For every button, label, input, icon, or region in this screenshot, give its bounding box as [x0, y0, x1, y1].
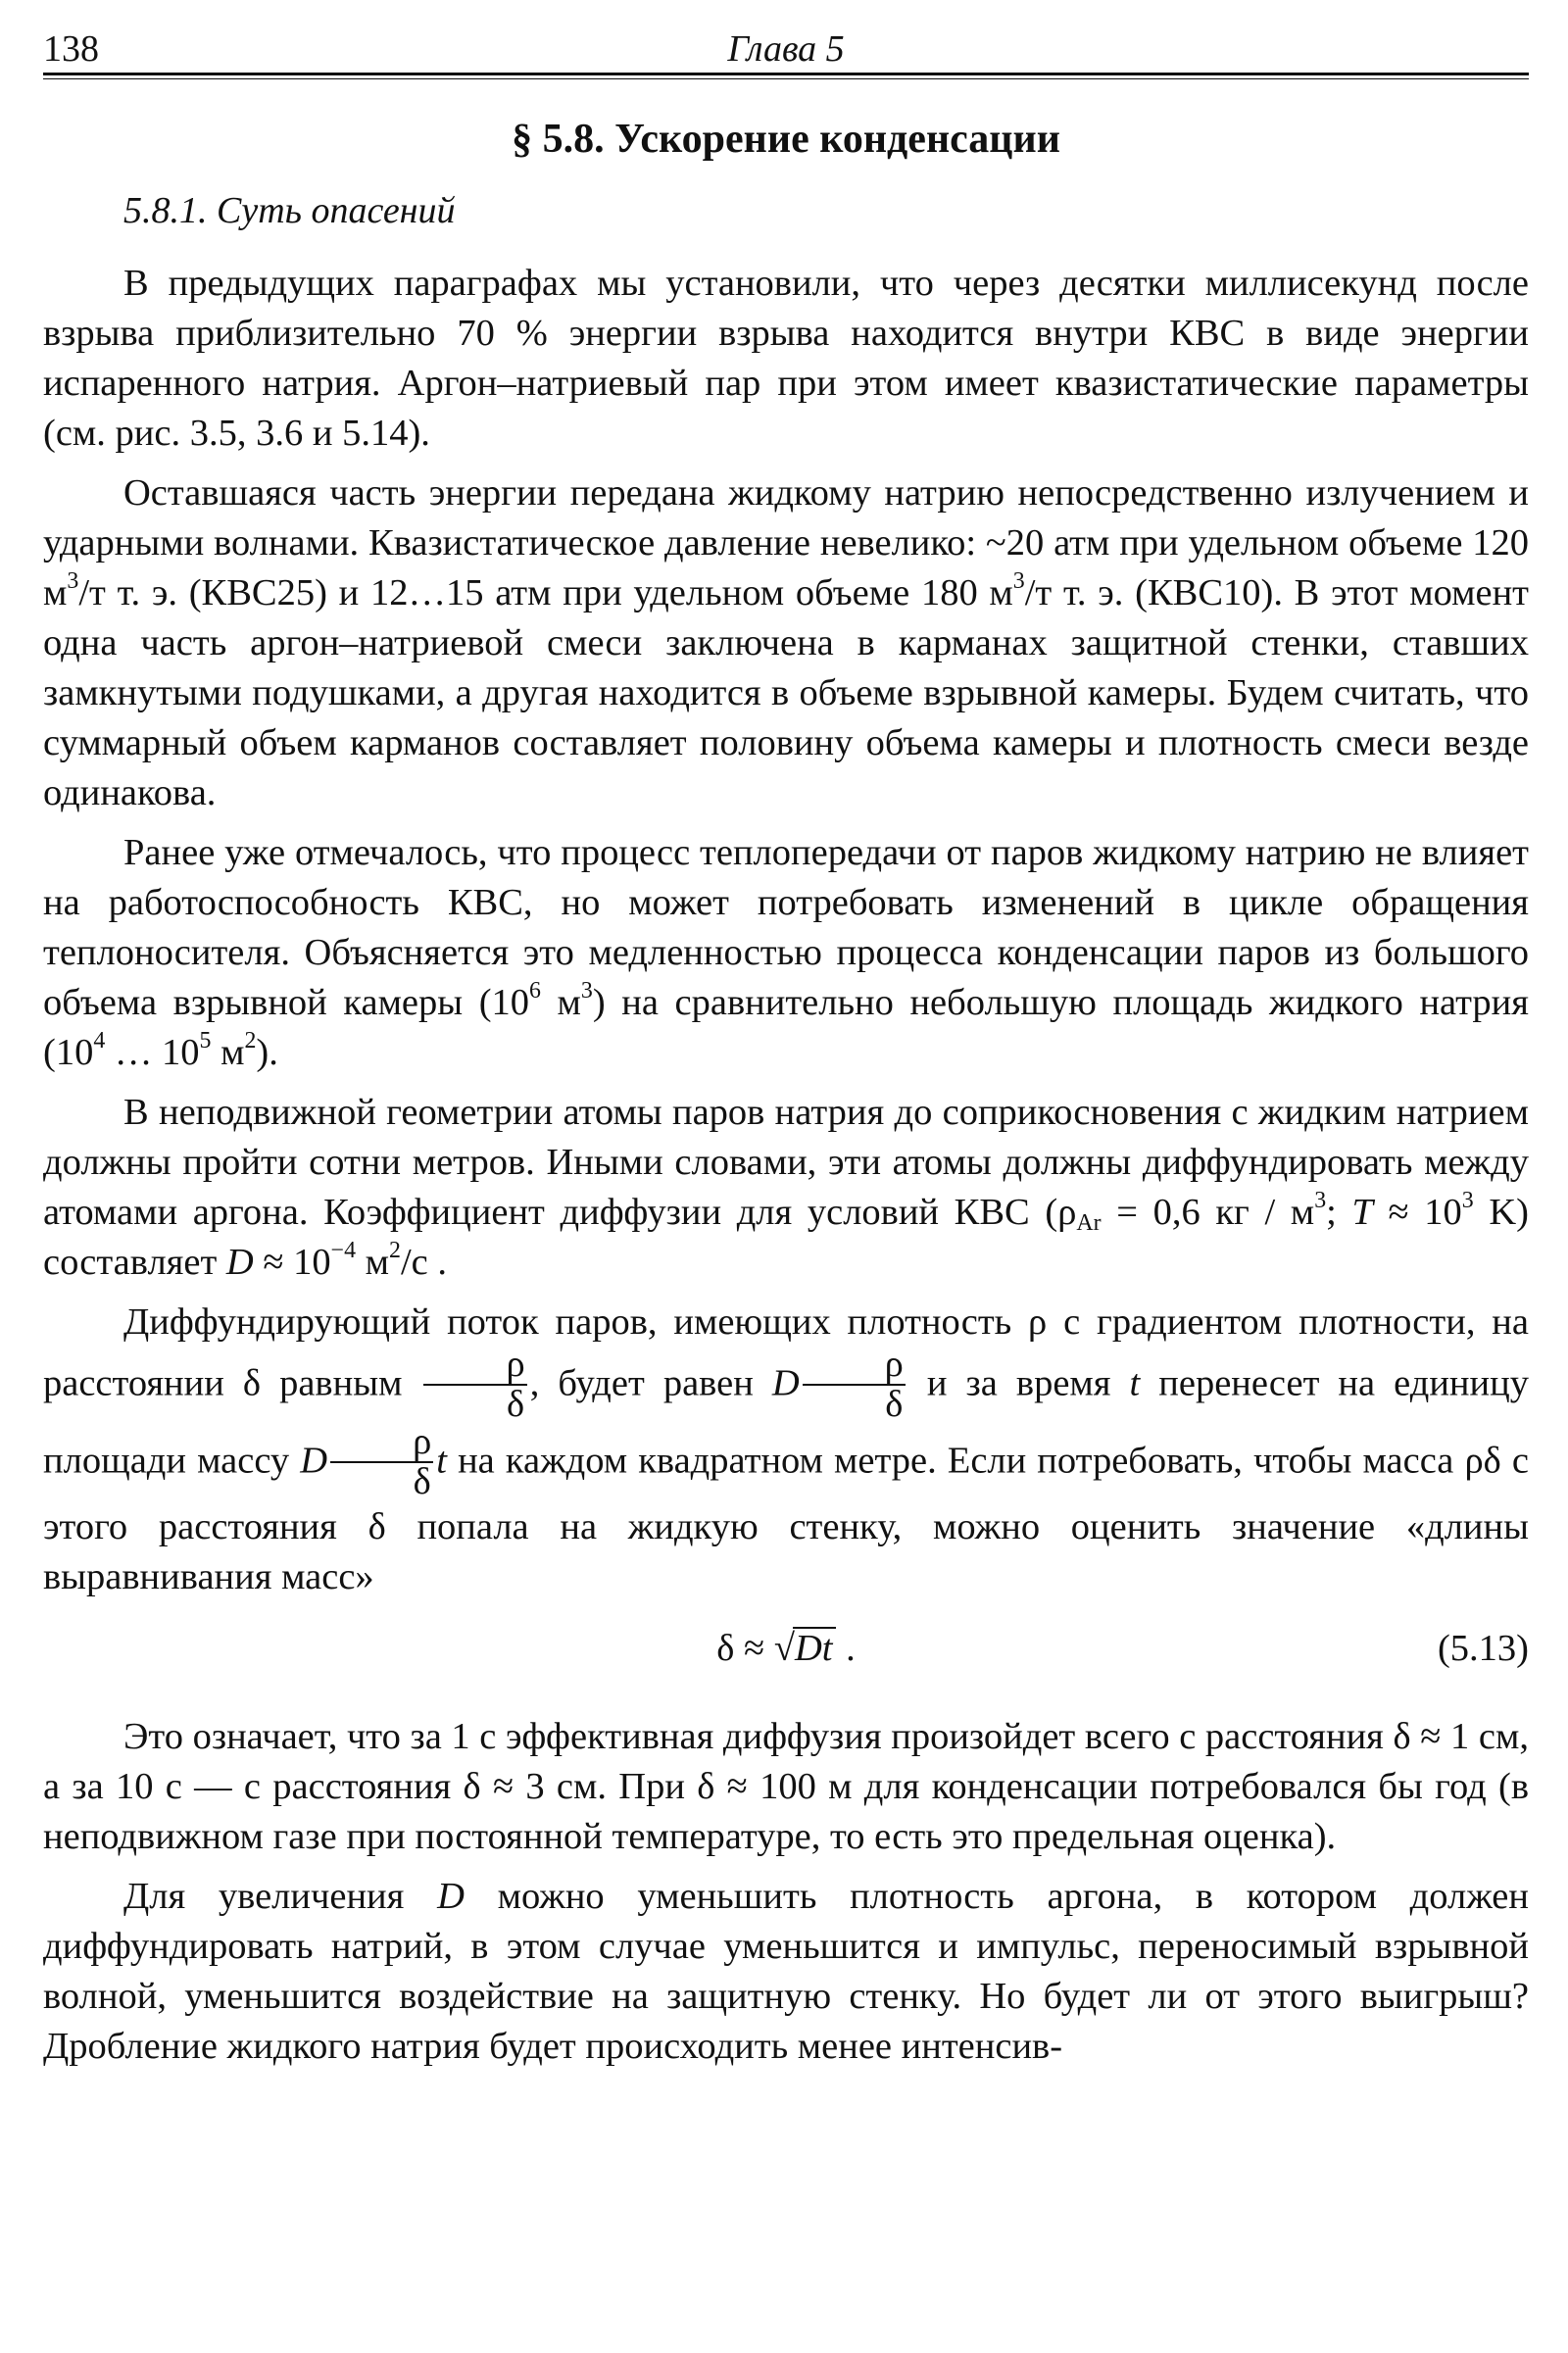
header-rule-thick [43, 73, 1529, 75]
argon-density: $\rho_{Ar} = 0,6$ кг / $м^3$ [1057, 1187, 1327, 1236]
subsection-title: 5.8.1. Суть опасений [123, 190, 456, 231]
gradient-fraction: $\frac{\rho}{\delta}$ [423, 1346, 526, 1423]
chamber-volume: $10^6$ $м^3$ [491, 977, 593, 1023]
equation-body: δ ≈ √Dt . [716, 1628, 856, 1669]
paragraph-5: Диффундирующий поток паров, имеющих плотность ρ с градиентом плотности, на расстоянии δ равным $\frac{\rho}{\delta}$ , будет равен D $\frac{\rho}{\delta}$ и за время t перенесет на единицу площади массу D $\frac{\rho}{\delta}$ t на каждом квадратном метре. Если потребовать, чтобы масса ρδ с этого расстояния δ попала на жидкую стенку, можно оценить значение «длины выравнивания масс» [43, 1301, 1529, 1597]
flux-fraction: $\frac{\rho}{\delta}$ [803, 1346, 906, 1423]
equation-number: (5.13) [1437, 1628, 1529, 1669]
paragraph-4: В неподвижной геометрии атомы паров натрия до соприкосновения с жидким натрием должны пройти сотни метров. Иными словами, эти атомы должны диффундировать между атомами аргона. Коэффициент диффузии для условий КВС ($\rho_{Ar} = 0,6$ кг / $м^3$; $T \approx 10^3$ K) составляет $D \approx 10^{-4}$ $м^2/с$ . [43, 1092, 1529, 1283]
paragraph-1: В предыдущих параграфах мы установили, что через десятки миллисекунд после взрыва приблизительно 70 % энергии взрыва находится внутри КВС в виде энергии испаренного натрия. Аргон–натриевый пар при этом имеет квазистатические параметры (см. рис. 3.5, 3.6 и 5.14). [43, 263, 1529, 454]
page-body [43, 110, 1529, 2072]
paragraph-3: Ранее уже отмечалось, что процесс теплопередачи от паров жидкому натрию не влияет на работоспособность КВС, но может потребовать изменений в цикле обращения теплоносителя. Объясняется это медленностью процесса конденсации паров из большого объема взрывной камеры ($10^6$ $м^3$) на сравнительно небольшую площадь жидкого натрия ($10^4$ … $10^5$ $м^2$). [43, 832, 1529, 1073]
temperature-value: $T \approx 10^3$ K) [1351, 1187, 1529, 1233]
header-rule-thin [43, 78, 1529, 79]
sodium-area: $10^4$ … $10^5$ $м^2$ [55, 1027, 257, 1073]
equation-5-13 [43, 1620, 1529, 1679]
mass-fraction: $\frac{\rho}{\delta}$ [330, 1423, 433, 1500]
paragraph-6: Это означает, что за 1 с эффективная диффузия произойдет всего с расстояния δ ≈ 1 см, а за 10 с — с расстояния δ ≈ 3 см. При δ ≈ 100 м для конденсации потребовался бы год (в неподвижном газе при постоянной температуре, то есть это предельная оценка). [43, 1716, 1529, 1857]
running-header [43, 27, 1529, 71]
paragraph-7: Для увеличения D можно уменьшить плотность аргона, в котором должен диффундировать натрий, в этом случае уменьшится и импульс, переносимый взрывной волной, уменьшится воздействие на защитную стенку. Но будет ли от этого выигрыш? Дробление жидкого натрия будет происходить менее интенсив- [43, 1876, 1529, 2067]
paragraph-2: Оставшаяся часть энергии передана жидкому натрию непосредственно излучением и ударными волнами. Квазистатическое давление невелико: ~20 атм при удельном объеме 120 $м^3/т$ т. э. (КВС25) и 12…15 атм при удельном объеме 180 $м^3/т$ т. э. (КВС10). В этот момент одна часть аргон–натриевой смеси заключена в карманах защитной стенки, ставших замкнутыми подушками, а другая находится в объеме взрывной камеры. Будем считать, что суммарный объем карманов составляет половину объема камеры и плотность смеси везде одинакова. [43, 472, 1529, 813]
section-title: § 5.8. Ускорение конденсации [512, 117, 1060, 162]
page-number: 138 [43, 28, 99, 70]
diffusion-coefficient: $D \approx 10^{-4}$ $м^2/с$ . [225, 1237, 447, 1283]
chapter-title: Глава 5 [727, 28, 845, 70]
